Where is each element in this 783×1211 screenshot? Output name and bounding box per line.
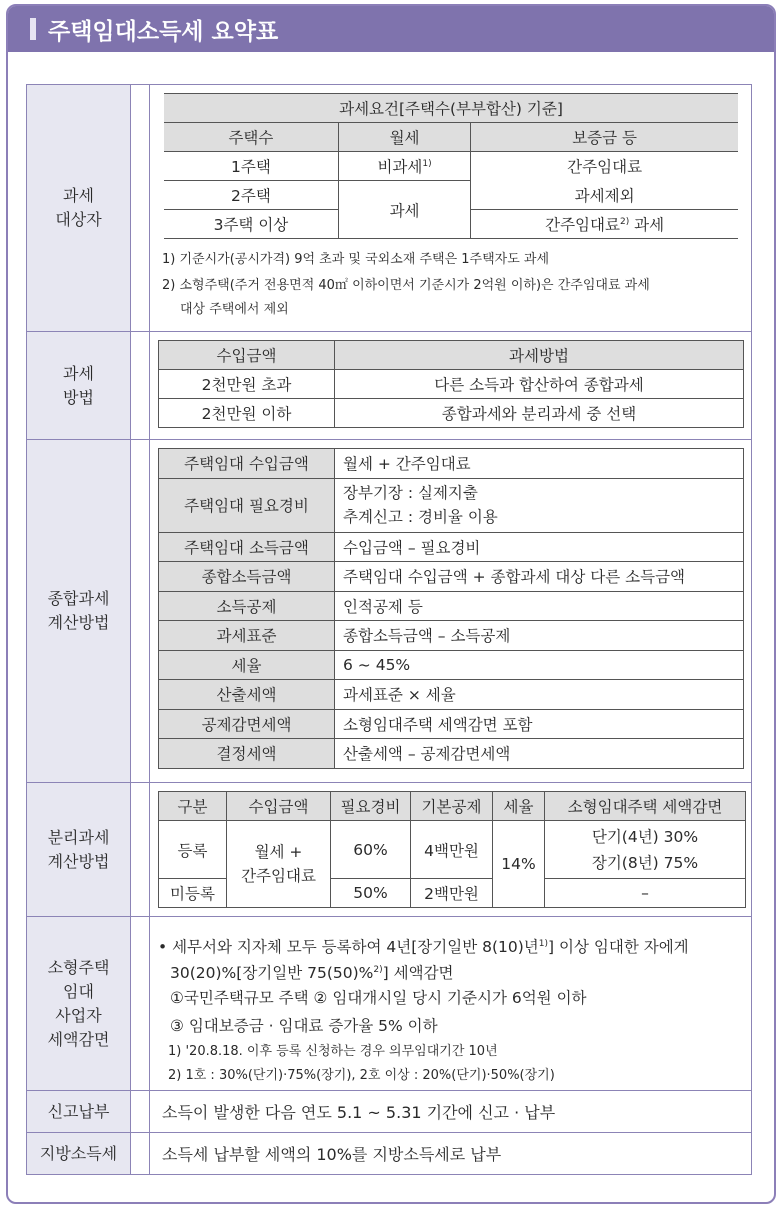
card-header [8,6,774,52]
section-label: 종합과세 계산방법 [27,440,131,782]
row-key: 결정세액 [159,739,335,769]
page-title: 주택임대소득세 요약표 [48,18,279,45]
table-cell: 50% [331,879,411,908]
value-line: 추계신고 : 경비율 이용 [343,508,498,526]
section-label: 과세 대상자 [27,85,131,331]
table-cell: 4백만원 [411,821,493,879]
header-cell: 수입금액 [159,341,335,370]
section-label: 과세 방법 [27,332,131,439]
target-table [164,93,738,239]
header-cell: 소형임대주택 세액감면 [545,792,746,821]
row-key: 과세표준 [159,621,335,651]
bullet-line [158,931,745,960]
section-target [26,84,752,332]
line-text: • 세무서와 지자체 모두 등록하여 4년[장기일반 8(10)년 [158,938,539,957]
row-value: 주택임대 수입금액 + 종합과세 대상 다른 소득금액 [335,562,744,592]
section-separate [26,782,752,917]
header-cell: 구분 [159,792,227,821]
cell-text: 비과세 [377,158,423,176]
section-label: 신고납부 [27,1091,131,1132]
header-cell: 보증금 등 [471,123,738,152]
local-tax-text: 소득세 납부할 세액의 10%를 지방소득세로 납부 [162,1145,502,1164]
table-cell: 2천만원 이하 [159,399,335,428]
method-table [158,340,744,428]
table-cell [471,210,738,239]
footnote: 대상 주택에서 제외 [180,302,289,317]
row-value: 수입금액 – 필요경비 [335,532,744,562]
header-bar-icon [30,18,36,40]
section-label: 분리과세 계산방법 [27,783,131,916]
comprehensive-table [158,448,744,769]
table-cell: 1주택 [164,152,338,181]
table-cell: 월세 + 간주임대료 [227,821,331,908]
table-cell: 종합과세와 분리과세 중 선택 [335,399,744,428]
line-text: 30(20)%[장기일반 75(50)% [170,964,374,983]
cell-text: 간주임대료 [545,216,620,234]
section-content [149,917,751,1090]
header-cell: 주택수 [164,123,338,152]
footnote: 1) '20.8.18. 이후 등록 신청하는 경우 의무임대기간 10년 [168,1044,498,1059]
row-value: 소형임대주택 세액감면 포함 [335,709,744,739]
section-content [149,1133,751,1174]
section-filing [26,1090,752,1133]
table-cell: 3주택 이상 [164,210,338,239]
footnote-mark: 2) [373,965,383,975]
section-content [149,85,751,331]
row-key: 공제감면세액 [159,709,335,739]
line-text: ] 이상 임대한 자에게 [548,938,689,957]
row-key: 주택임대 소득금액 [159,532,335,562]
summary-card [6,4,776,1204]
header-cell: 기본공제 [411,792,493,821]
bullet-line [158,957,745,986]
row-key: 종합소득금액 [159,562,335,592]
row-value: 6 ~ 45% [335,650,744,680]
row-key: 주택임대 필요경비 [159,478,335,532]
value-line: 장부기장 : 실제지출 [343,484,478,502]
footnote: 1) 기준시가(공시가격) 9억 초과 및 국외소재 주택은 1주택자도 과세 [162,252,550,267]
section-label: 지방소득세 [27,1133,131,1174]
separate-table [158,791,746,908]
header-cell: 수입금액 [227,792,331,821]
table-cell: 60% [331,821,411,879]
row-value: 과세표준 × 세율 [335,680,744,710]
row-value: 월세 + 간주임대료 [335,449,744,479]
header-cell: 세율 [493,792,545,821]
table-cell: 2천만원 초과 [159,370,335,399]
row-key: 산출세액 [159,680,335,710]
section-content [149,783,751,916]
table-cell [545,821,746,879]
condition-line: ③ 임대보증금 · 임대료 증가율 5% 이하 [170,1017,438,1035]
section-method [26,331,752,440]
footnote: 2) 소형주택(주거 전용면적 40㎡ 이하이면서 기준시가 2억원 이하)은 간주임대료 과세 [162,278,650,293]
table-cell: 2백만원 [411,879,493,908]
table-cell: 간주임대료 [471,152,738,181]
section-label: 소형주택 임대 사업자 세액감면 [27,917,131,1090]
row-value [335,478,744,532]
table-cell: 등록 [159,821,227,879]
header-cell: 필요경비 [331,792,411,821]
row-value: 인적공제 등 [335,591,744,621]
row-key: 주택임대 수입금액 [159,449,335,479]
filing-text: 소득이 발생한 다음 연도 5.1 ~ 5.31 기간에 신고 · 납부 [162,1103,556,1122]
section-content [149,1091,751,1132]
value-line: 장기(8년) 75% [591,853,699,872]
header-cell: 과세방법 [335,341,744,370]
section-comprehensive [26,439,752,783]
row-value: 산출세액 – 공제감면세액 [335,739,744,769]
cell-text: 과세 [634,216,665,234]
section-small-rental [26,916,752,1091]
row-key: 세율 [159,650,335,680]
table-cell: 과세제외 [471,181,738,210]
footnote-mark: 1) [422,158,432,169]
footnote: 2) 1호 : 30%(단기)·75%(장기), 2호 이상 : 20%(단기)·50%(장기) [168,1068,555,1083]
section-content [149,332,751,439]
table-cell: 14% [493,821,545,908]
header-cell: 월세 [338,123,470,152]
table-cell: – [545,879,746,908]
table-title: 과세요건[주택수(부부합산) 기준] [164,94,738,123]
table-cell: 다른 소득과 합산하여 종합과세 [335,370,744,399]
line-text: ] 세액감면 [382,964,454,983]
section-content [149,440,751,782]
table-cell: 2주택 [164,181,338,210]
row-key: 소득공제 [159,591,335,621]
footnote-mark: 2) [619,216,630,227]
table-cell: 과세 [338,181,470,239]
value-line: 단기(4년) 30% [591,827,699,846]
condition-line: ①국민주택규모 주택 ② 임대개시일 당시 기준시가 6억원 이하 [170,989,587,1007]
table-cell [338,152,470,181]
table-cell: 미등록 [159,879,227,908]
row-value: 종합소득금액 – 소득공제 [335,621,744,651]
section-local-tax [26,1132,752,1175]
footnote-mark: 1) [538,939,549,949]
